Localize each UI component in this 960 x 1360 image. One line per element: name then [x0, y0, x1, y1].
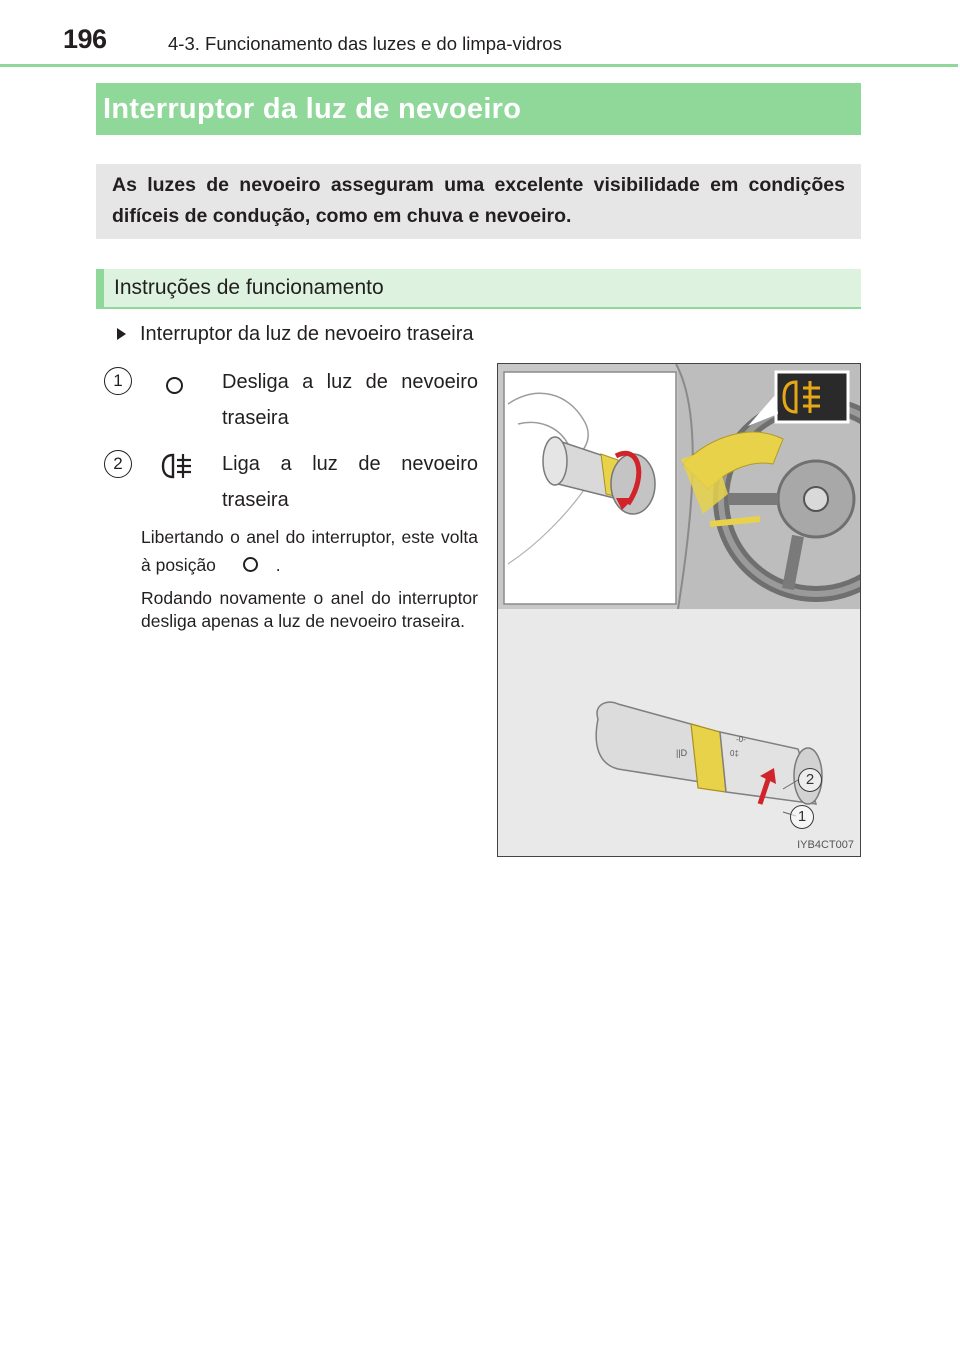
intro-text: As luzes de nevoeiro asseguram uma excelente visibilidade em condições difíceis de condução, como em chuva e nevoeiro.	[112, 174, 845, 227]
illustration	[497, 363, 861, 857]
page-header	[0, 0, 960, 68]
off-circle-icon	[166, 377, 183, 394]
intro-box	[96, 164, 861, 239]
bullet-item	[117, 320, 474, 348]
off-circle-icon	[243, 557, 258, 572]
header-divider	[0, 64, 958, 67]
note-release-text: Libertando o anel do interruptor, este volta à posição	[141, 527, 478, 575]
svg-text:0‡: 0‡	[730, 749, 739, 758]
svg-text:-0-: -0-	[736, 735, 746, 744]
subheading: Instruções de funcionamento	[114, 276, 384, 299]
page-number: 196	[63, 24, 107, 54]
step-number-1: 1	[104, 367, 132, 395]
bullet-text: Interruptor da luz de nevoeiro traseira	[140, 323, 474, 345]
section-title-bar	[96, 83, 861, 135]
step-text-2: Liga a luz de nevoeiro traseira	[222, 453, 478, 511]
note-rotate: Rodando novamente o anel do interruptor desliga apenas a luz de nevoeiro traseira.	[141, 588, 478, 631]
note-release	[141, 523, 478, 579]
figure-id: IYB4CT007	[797, 839, 854, 851]
svg-text:||D: ||D	[676, 748, 688, 758]
callout-1: 1	[790, 805, 814, 829]
triangle-bullet-icon	[117, 328, 126, 340]
rear-fog-icon	[160, 451, 194, 481]
callout-2: 2	[798, 768, 822, 792]
subheading-bar	[96, 269, 861, 309]
step-text-1: Desliga a luz de nevoeiro traseira	[222, 371, 478, 429]
step-number-2: 2	[104, 450, 132, 478]
chapter-title: 4-3. Funcionamento das luzes e do limpa-vidros	[168, 33, 562, 54]
note-release-period: .	[275, 555, 281, 575]
section-title: Interruptor da luz de nevoeiro	[103, 93, 522, 125]
